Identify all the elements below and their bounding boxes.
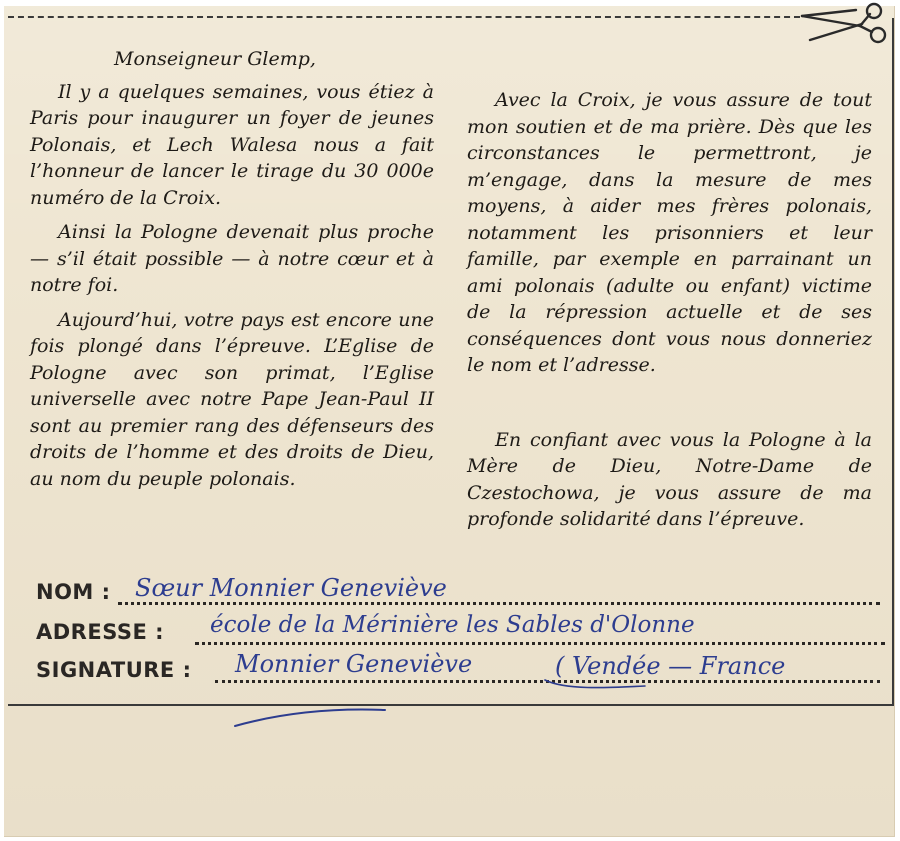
adresse-label: ADRESSE : — [36, 620, 165, 644]
adresse-handwritten-value[interactable]: école de la Mérinière les Sables d'Olonne — [210, 612, 695, 638]
letter-paragraph: Aujourd’hui, votre pays est encore une fois plongé dans l’épreuve. L’Eglise de Pologne avec son primat, l’Eglise universelle avec notre Pape Jean-Paul II sont au premier rang des défenseurs des droits de l’homme et des droits de Dieu, au nom du peuple polonais. — [30, 308, 434, 490]
letter-paragraph: Ainsi la Pologne devenait plus proche — s’il était possible — à notre cœur et à notre foi. — [30, 221, 434, 296]
letter-salutation: Monseigneur Glemp, — [114, 48, 316, 70]
letter-paragraph: Il y a quelques semaines, vous étiez à Paris pour inaugurer un foyer de jeunes Polonais, et Lech Walesa nous a fait l’honneur de lancer le tirage du 30 000e numéro de la Croix. — [30, 80, 434, 209]
signature-label: SIGNATURE : — [36, 658, 192, 682]
adresse-dotted-line — [195, 642, 885, 645]
letter-left-column — [30, 46, 434, 500]
nom-handwritten-value[interactable]: Sœur Monnier Geneviève — [135, 574, 447, 602]
nom-dotted-line — [118, 602, 880, 605]
letter-right-column — [467, 87, 872, 541]
letter-paragraph: En confiant avec vous la Pologne à la Mère de Dieu, Notre-Dame de Czestochowa, je vous assure de ma profonde solidarité dans l’épreuve. — [467, 428, 872, 530]
signature-flourish — [225, 650, 895, 740]
nom-label: NOM : — [36, 580, 111, 604]
letter-paragraph: Avec la Croix, je vous assure de tout mon soutien et de ma prière. Dès que les circonstances le permettront, je m’engage, dans la mesure de mes moyens, à aider mes frères polonais, notamment les prisonniers et leur famille, par exemple en parrainant un ami polonais (adulte ou enfant) victime de la répression actuelle et de ses conséquences dont vous nous donneriez le nom et l’adresse. — [467, 89, 872, 376]
region-handwritten-value: ( Vendée — France — [555, 652, 786, 680]
signature-handwritten-value[interactable]: Monnier Geneviève — [235, 650, 473, 678]
